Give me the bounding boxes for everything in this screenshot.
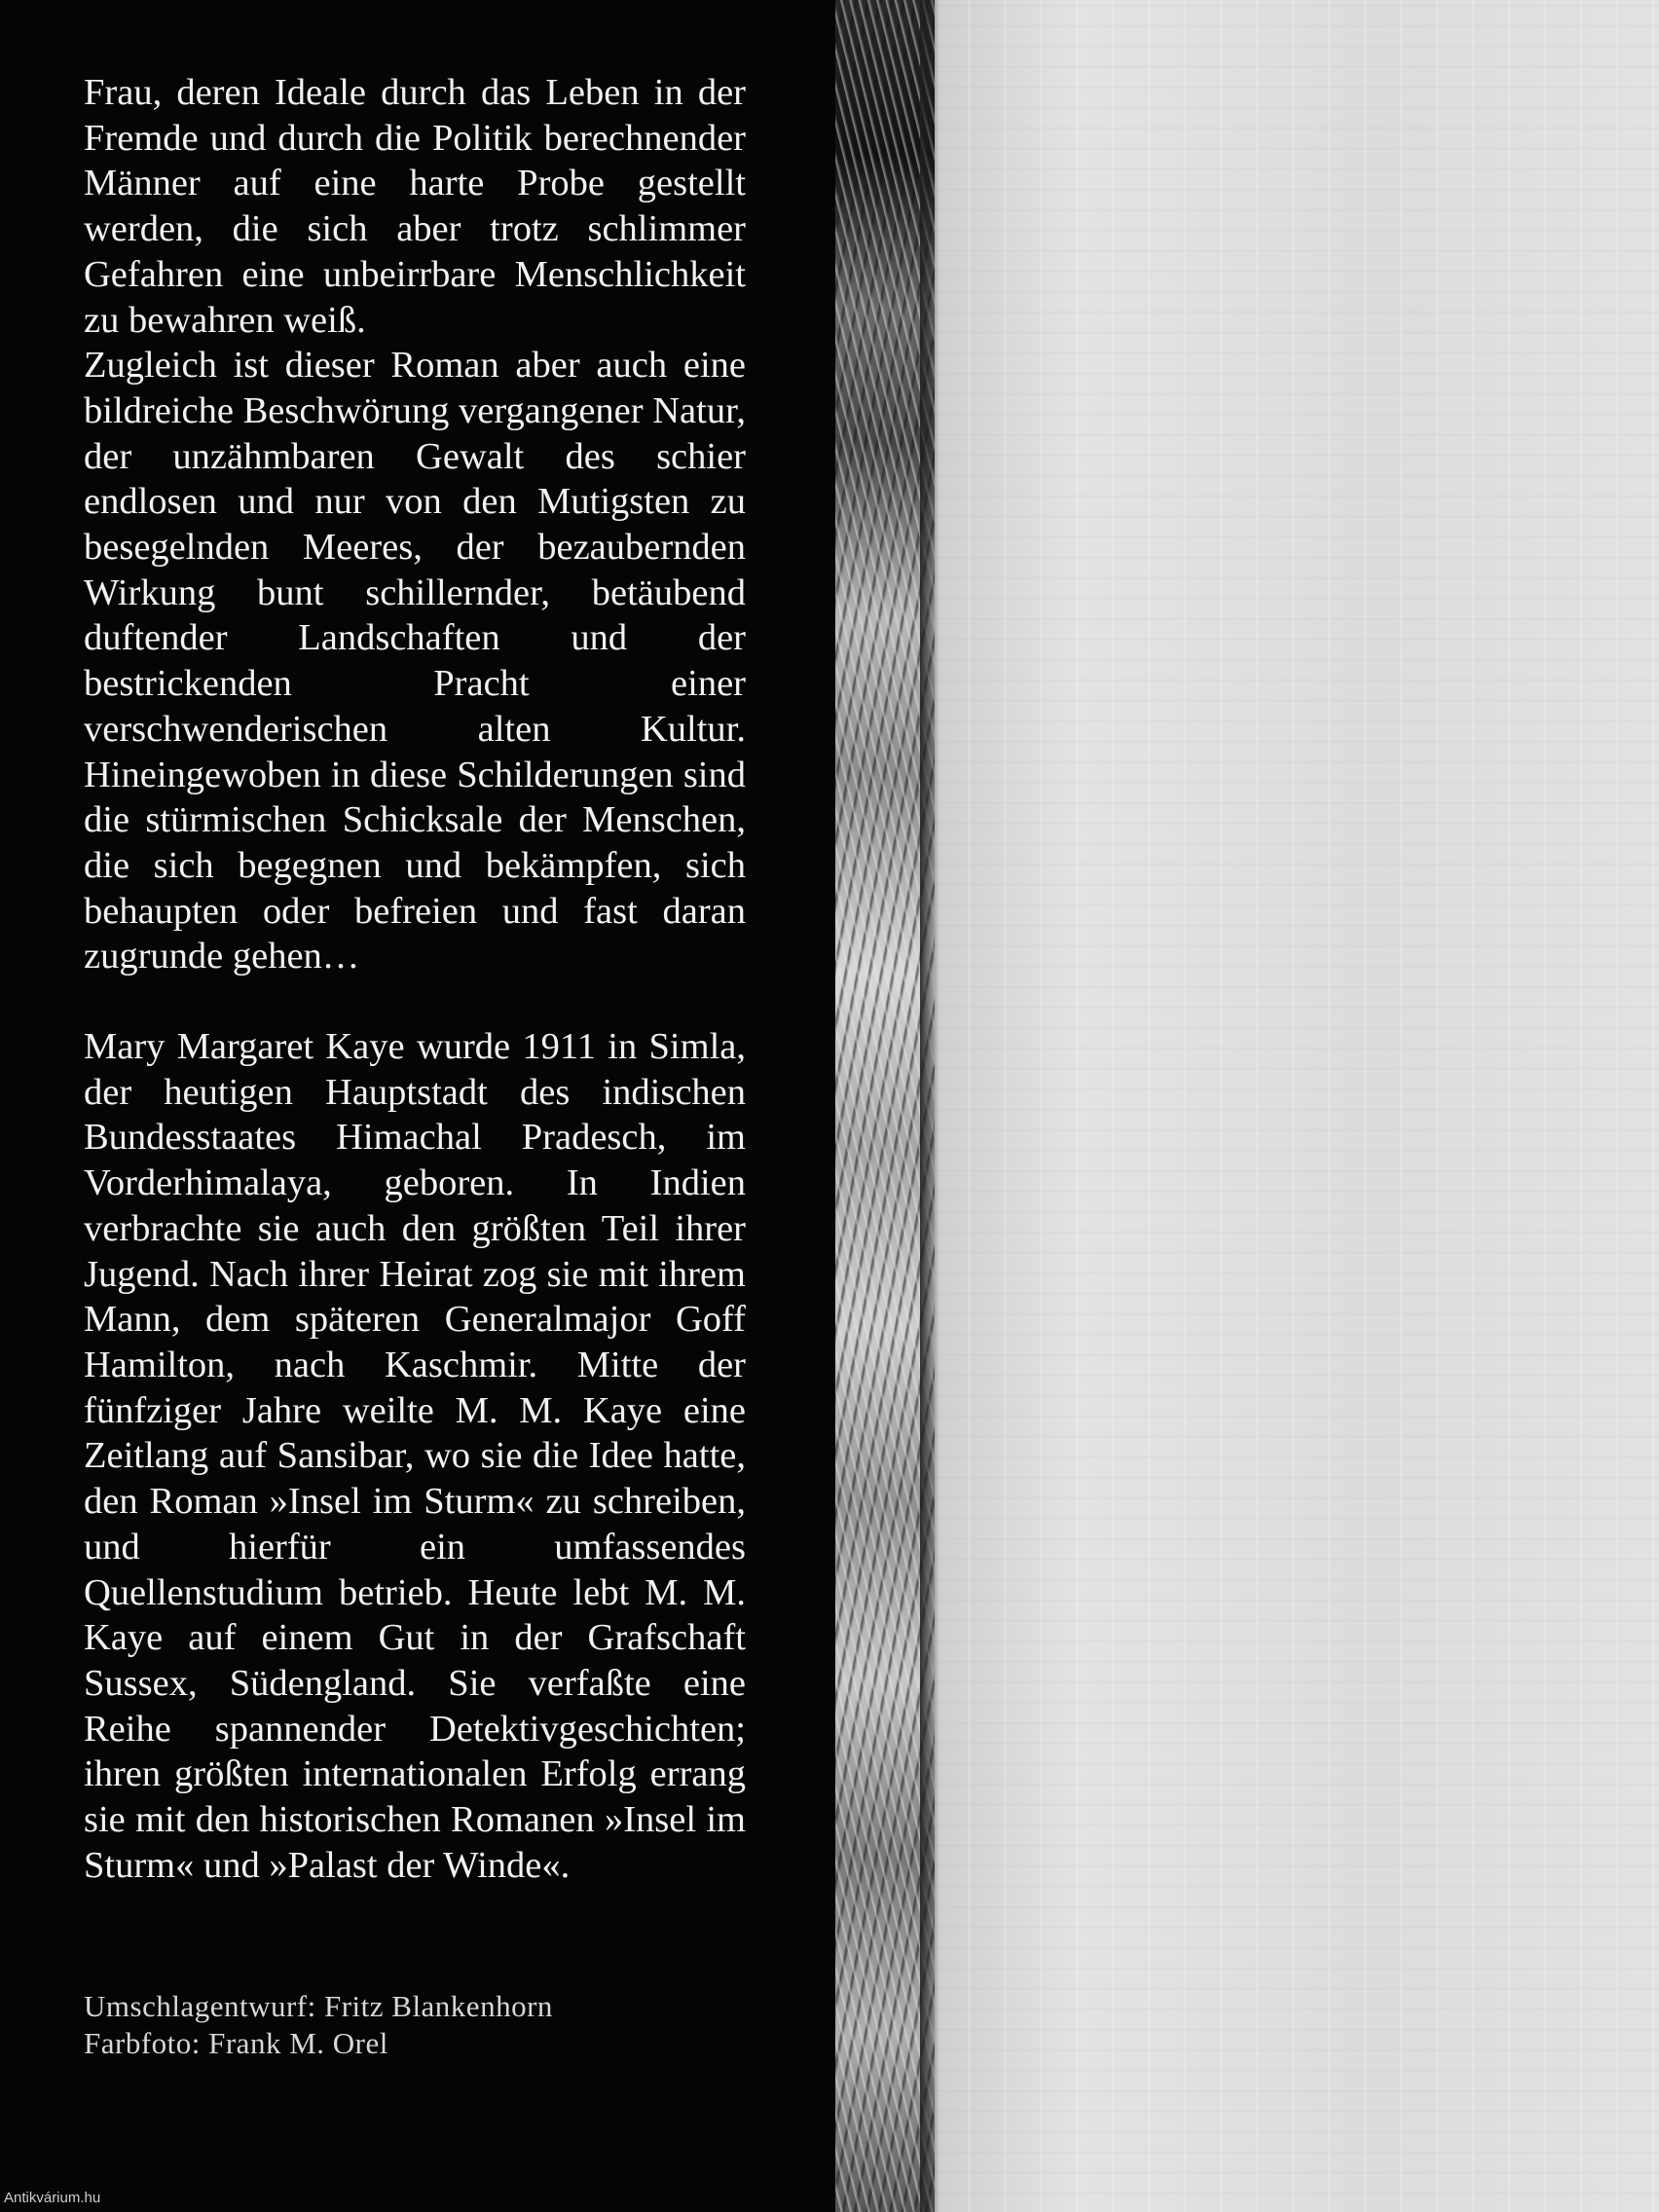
- credits: [84, 1988, 746, 2062]
- blurb-text: [84, 70, 746, 1888]
- cover-edge-shadow: [920, 0, 940, 2212]
- blurb-paragraph-2: Zugleich ist dieser Roman aber auch eine bildreiche Beschwörung vergangener Natur, der unzähmbaren Gewalt des schier endlosen und nur von den Mutigsten zu besegelnden Meeres, der bezaubernden Wirkung bunt schillernder, betäubend duftender Landschaften und der bestrickenden Pracht einer verschwenderischen alten Kultur. Hineingewoben in diese Schilderungen sind die stürmischen Schicksale der Menschen, die sich begegnen und bekämpfen, sich behaupten oder befreien und fast daran zugrunde gehen…: [84, 345, 746, 977]
- endpaper-wood-texture: [935, 0, 1659, 2212]
- photo-credit: Farbfoto: Frank M. Orel: [84, 2026, 388, 2060]
- author-bio-paragraph: Mary Margaret Kaye wurde 1911 in Simla, der heutigen Hauptstadt des indischen Bundesstaates Himachal Pradesch, im Vorderhimalaya, geboren. In Indien verbrachte sie auch den größten Teil ihrer Jugend. Nach ihrer Heirat zog sie mit ihrem Mann, dem späteren Generalmajor Goff Hamilton, nach Kaschmir. Mitte der fünfziger Jahre weilte M. M. Kaye eine Zeitlang auf Sansibar, wo sie die Idee hatte, den Roman »Insel im Sturm« zu schreiben, und hierfür ein umfassendes Quellenstudium betrieb. Heute lebt M. M. Kaye auf einem Gut in der Grafschaft Sussex, Südengland. Sie verfaßte eine Reihe spannender Detektivgeschichten; ihren größten internationalen Erfolg errang sie mit den historischen Romanen »Insel im Sturm« und »Palast der Winde«.: [84, 1026, 746, 1886]
- blurb-paragraph-1: Frau, deren Ideale durch das Leben in der Fremde und durch die Politik berechnender Männer auf eine harte Probe gestellt werden, die sich aber trotz schlimmer Gefahren eine unbeirrbare Menschlichkeit zu bewahren weiß.: [84, 72, 746, 341]
- site-watermark: Antikvárium.hu: [4, 2190, 101, 2206]
- cover-design-credit: Umschlagentwurf: Fritz Blankenhorn: [84, 1989, 553, 2023]
